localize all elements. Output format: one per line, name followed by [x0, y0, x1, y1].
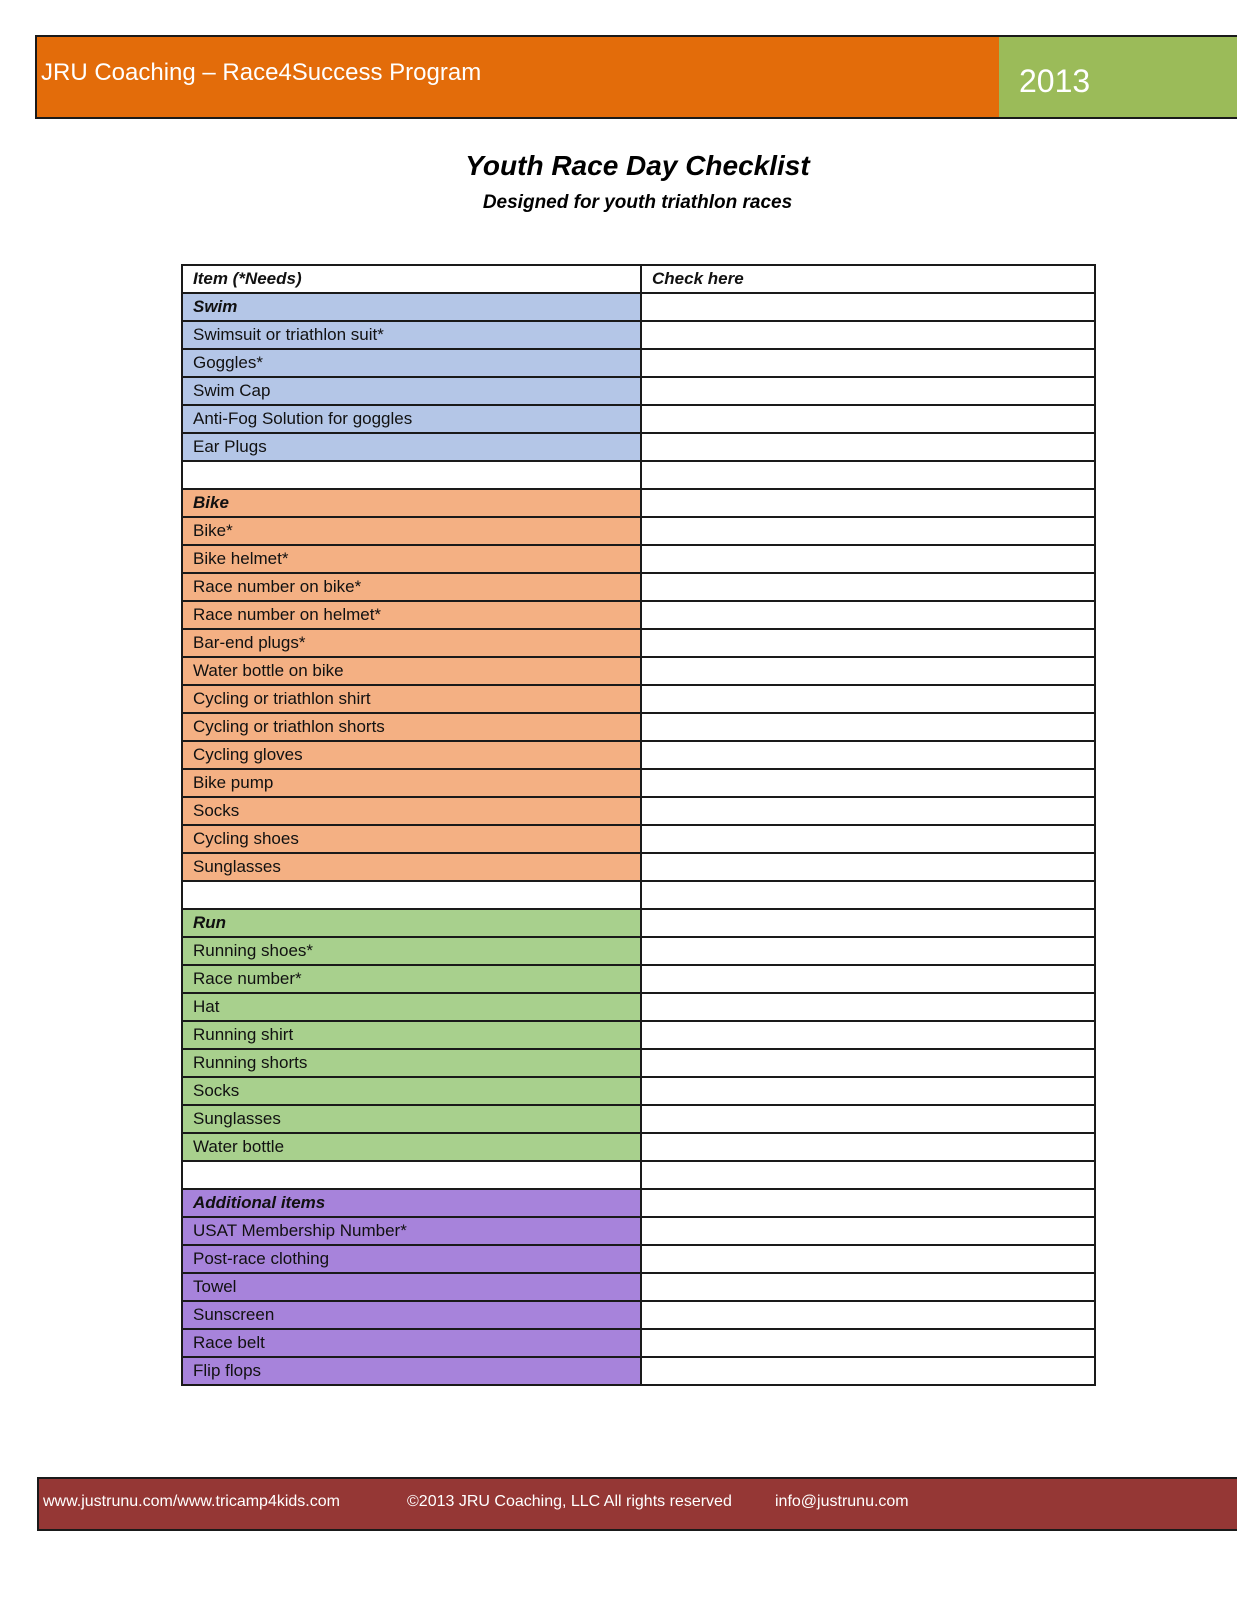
check-cell[interactable]: [641, 1217, 1095, 1245]
check-cell[interactable]: [641, 601, 1095, 629]
header-year: 2013: [999, 37, 1237, 117]
checklist-item: Running shorts: [182, 1049, 641, 1077]
check-cell[interactable]: [641, 797, 1095, 825]
footer-email: info@justrunu.com: [775, 1493, 909, 1510]
table-row: [182, 629, 1095, 657]
checklist-item: Cycling shoes: [182, 825, 641, 853]
checklist-item: Swim Cap: [182, 377, 641, 405]
table-row: [182, 685, 1095, 713]
program-title: JRU Coaching – Race4Success Program: [37, 37, 999, 117]
table-row: [182, 769, 1095, 797]
section-row-additional: [182, 1189, 1095, 1217]
checklist-item: Hat: [182, 993, 641, 1021]
checklist-item: Cycling or triathlon shirt: [182, 685, 641, 713]
check-cell[interactable]: [641, 1161, 1095, 1189]
blank-cell: [182, 461, 641, 489]
check-cell[interactable]: [641, 1049, 1095, 1077]
checklist-item: Post-race clothing: [182, 1245, 641, 1273]
check-cell[interactable]: [641, 1329, 1095, 1357]
table-row: [182, 1273, 1095, 1301]
check-cell[interactable]: [641, 1273, 1095, 1301]
check-cell[interactable]: [641, 321, 1095, 349]
check-cell[interactable]: [641, 881, 1095, 909]
checklist-item: Cycling gloves: [182, 741, 641, 769]
table-row: [182, 601, 1095, 629]
page-subtitle: Designed for youth triathlon races: [482, 192, 793, 213]
table-row: [182, 937, 1095, 965]
table-row: [182, 321, 1095, 349]
table-header-row: [182, 265, 1095, 293]
check-cell[interactable]: [641, 349, 1095, 377]
check-cell[interactable]: [641, 573, 1095, 601]
check-cell[interactable]: [641, 937, 1095, 965]
check-cell[interactable]: [641, 377, 1095, 405]
check-cell[interactable]: [641, 517, 1095, 545]
table-row: [182, 797, 1095, 825]
table-row: [182, 657, 1095, 685]
checklist-item: Race number*: [182, 965, 641, 993]
check-cell[interactable]: [641, 489, 1095, 517]
section-title-bike: Bike: [182, 489, 641, 517]
check-cell[interactable]: [641, 1245, 1095, 1273]
checklist-item: Race number on bike*: [182, 573, 641, 601]
check-cell[interactable]: [641, 293, 1095, 321]
checklist-item: Swimsuit or triathlon suit*: [182, 321, 641, 349]
check-cell[interactable]: [641, 1357, 1095, 1385]
table-row: [182, 825, 1095, 853]
check-cell[interactable]: [641, 657, 1095, 685]
checklist-item: Water bottle on bike: [182, 657, 641, 685]
check-cell[interactable]: [641, 685, 1095, 713]
page-title: Youth Race Day Checklist: [465, 150, 810, 181]
item-column-header: Item (*Needs): [182, 265, 641, 293]
checklist-item: Race number on helmet*: [182, 601, 641, 629]
section-title-additional: Additional items: [182, 1189, 641, 1217]
checklist-item: Running shoes*: [182, 937, 641, 965]
blank-cell: [182, 881, 641, 909]
table-row: [182, 377, 1095, 405]
table-row: [182, 573, 1095, 601]
table-row: [182, 1217, 1095, 1245]
checklist-item: Towel: [182, 1273, 641, 1301]
table-row: [182, 1133, 1095, 1161]
table-row: [182, 713, 1095, 741]
check-cell[interactable]: [641, 993, 1095, 1021]
check-cell[interactable]: [641, 629, 1095, 657]
section-title-swim: Swim: [182, 293, 641, 321]
table-row: [182, 545, 1095, 573]
blank-row: [182, 881, 1095, 909]
table-row: [182, 853, 1095, 881]
table-row: [182, 1105, 1095, 1133]
check-cell[interactable]: [641, 1105, 1095, 1133]
table-row: [182, 405, 1095, 433]
page-header: [35, 35, 1237, 119]
checklist-item: Bike pump: [182, 769, 641, 797]
check-cell[interactable]: [641, 405, 1095, 433]
table-row: [182, 993, 1095, 1021]
table-row: [182, 965, 1095, 993]
footer-copyright: ©2013 JRU Coaching, LLC All rights reserved: [407, 1493, 732, 1510]
checklist-item: Running shirt: [182, 1021, 641, 1049]
section-title-run: Run: [182, 909, 641, 937]
table-row: [182, 1301, 1095, 1329]
check-cell[interactable]: [641, 461, 1095, 489]
table-row: [182, 1021, 1095, 1049]
check-cell[interactable]: [641, 853, 1095, 881]
table-row: [182, 1245, 1095, 1273]
table-row: [182, 517, 1095, 545]
checklist-item: Anti-Fog Solution for goggles: [182, 405, 641, 433]
check-cell[interactable]: [641, 825, 1095, 853]
blank-row: [182, 1161, 1095, 1189]
section-row-run: [182, 909, 1095, 937]
page-footer: [37, 1477, 1237, 1531]
blank-cell: [182, 1161, 641, 1189]
check-cell[interactable]: [641, 545, 1095, 573]
checklist-item: Bar-end plugs*: [182, 629, 641, 657]
check-column-header: Check here: [641, 265, 1095, 293]
checklist-item: Flip flops: [182, 1357, 641, 1385]
checklist-item: Water bottle: [182, 1133, 641, 1161]
check-cell[interactable]: [641, 909, 1095, 937]
checklist-item: Bike helmet*: [182, 545, 641, 573]
table-row: [182, 1357, 1095, 1385]
check-cell[interactable]: [641, 769, 1095, 797]
table-row: [182, 1329, 1095, 1357]
checklist-item: Bike*: [182, 517, 641, 545]
footer-websites: www.justrunu.com/www.tricamp4kids.com: [43, 1493, 340, 1510]
section-row-swim: [182, 293, 1095, 321]
checklist-item: USAT Membership Number*: [182, 1217, 641, 1245]
table-row: [182, 741, 1095, 769]
checklist-item: Sunglasses: [182, 1105, 641, 1133]
table-row: [182, 349, 1095, 377]
checklist-item: Ear Plugs: [182, 433, 641, 461]
table-row: [182, 1077, 1095, 1105]
table-row: [182, 433, 1095, 461]
checklist-item: Goggles*: [182, 349, 641, 377]
section-row-bike: [182, 489, 1095, 517]
check-cell[interactable]: [641, 1133, 1095, 1161]
checklist-table: [181, 264, 1096, 1386]
check-cell[interactable]: [641, 965, 1095, 993]
check-cell[interactable]: [641, 1301, 1095, 1329]
check-cell[interactable]: [641, 741, 1095, 769]
check-cell[interactable]: [641, 1189, 1095, 1217]
checklist-item: Sunscreen: [182, 1301, 641, 1329]
blank-row: [182, 461, 1095, 489]
checklist-item: Race belt: [182, 1329, 641, 1357]
checklist-item: Cycling or triathlon shorts: [182, 713, 641, 741]
check-cell[interactable]: [641, 433, 1095, 461]
checklist-item: Socks: [182, 797, 641, 825]
check-cell[interactable]: [641, 713, 1095, 741]
checklist-item: Socks: [182, 1077, 641, 1105]
checklist-item: Sunglasses: [182, 853, 641, 881]
check-cell[interactable]: [641, 1021, 1095, 1049]
table-row: [182, 1049, 1095, 1077]
check-cell[interactable]: [641, 1077, 1095, 1105]
